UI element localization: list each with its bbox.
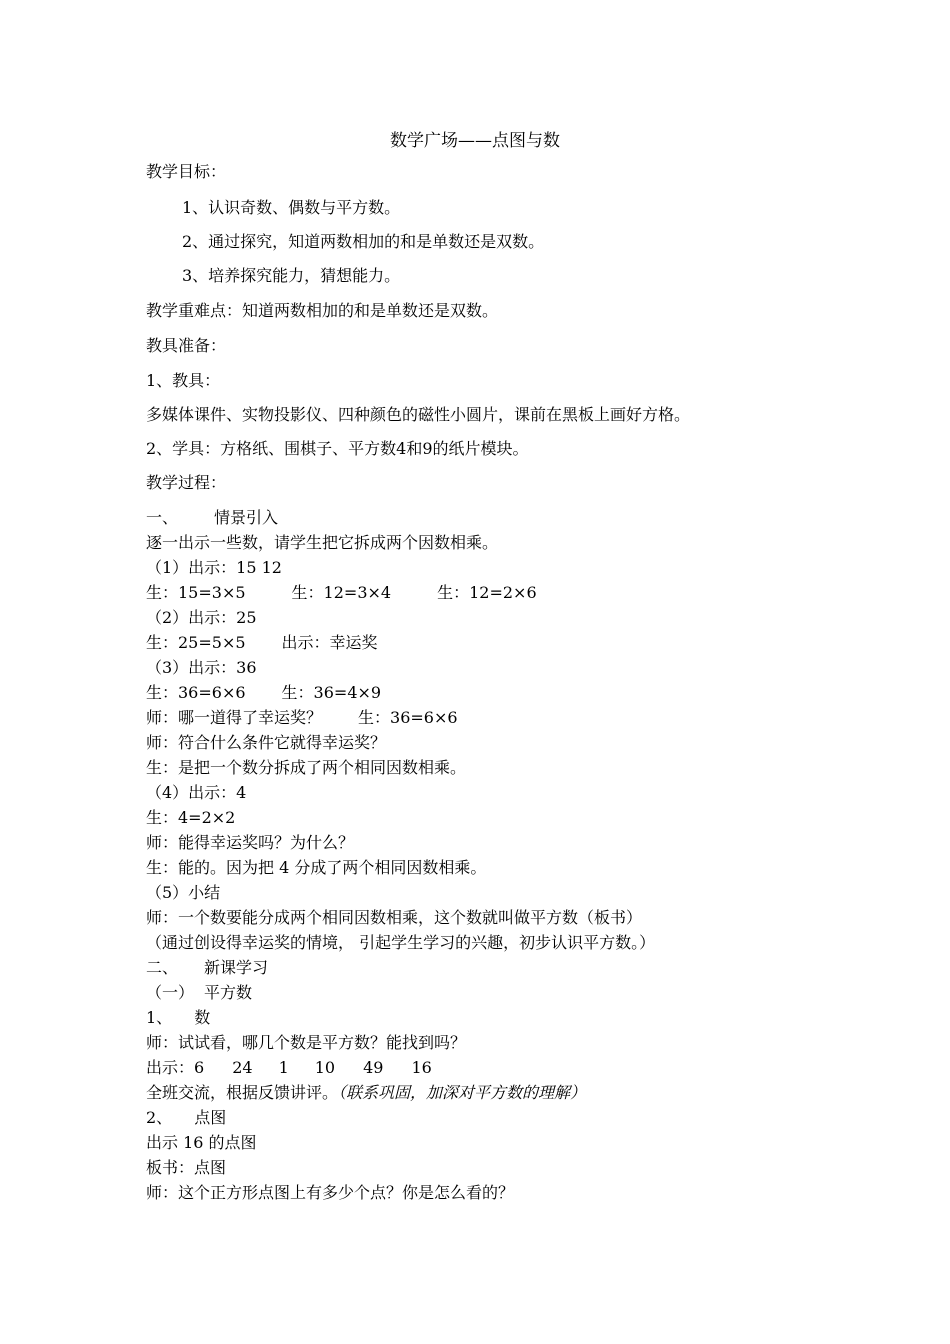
line-definition: 师：一个数要能分成两个相同因数相乘，这个数就叫做平方数（板书）	[146, 908, 643, 927]
line-question-1	[146, 708, 458, 728]
tools-heading: 教具准备：	[146, 336, 227, 355]
line-answers-3	[146, 683, 381, 703]
answer-1c: 生：12=2×6	[437, 583, 537, 602]
line-show-1: （1）出示：15 12	[146, 558, 282, 577]
goals-heading: 教学目标：	[146, 162, 227, 181]
line-answers-2	[146, 633, 378, 653]
subsection-a-heading	[146, 983, 252, 1003]
number-item: 24	[232, 1058, 253, 1077]
doc-title: 数学广场——点图与数	[390, 131, 560, 151]
point-1-title: 数	[194, 1008, 211, 1027]
line-board: 板书：点图	[146, 1158, 227, 1177]
line-question-2: 师：符合什么条件它就得幸运奖？	[146, 733, 387, 752]
answer-3a: 生：36=6×6	[146, 683, 246, 702]
goal-2: 2、通过探究，知道两数相加的和是单数还是双数。	[182, 232, 545, 251]
line-show-2: （2）出示：25	[146, 608, 257, 627]
line-show-4: （4）出示：4	[146, 783, 247, 802]
point-1-number: 1、	[146, 1008, 173, 1027]
number-item: 1	[278, 1058, 289, 1077]
answer-3b: 生：36=4×9	[281, 683, 382, 702]
section-2-number: 二、	[146, 958, 179, 977]
answer-1a: 生：15=3×5	[146, 583, 246, 602]
line-show-3: （3）出示：36	[146, 658, 257, 677]
student-answer-1: 生：36=6×6	[358, 708, 458, 727]
teacher-question-1: 师：哪一道得了幸运奖？	[146, 708, 323, 727]
line-question-3: 师：能得幸运奖吗？为什么？	[146, 833, 355, 852]
numbers-label: 出示：	[146, 1058, 195, 1077]
section-2-title: 新课学习	[204, 958, 269, 977]
line-note: （通过创设得幸运奖的情境， 引起学生学习的兴趣，初步认识平方数。）	[146, 933, 656, 952]
point-2-title: 点图	[194, 1108, 227, 1127]
number-item: 6	[194, 1058, 205, 1077]
answer-2b: 出示：幸运奖	[281, 633, 378, 652]
answer-2a: 生：25=5×5	[146, 633, 246, 652]
tools-1-body: 多媒体课件、实物投影仪、四种颜色的磁性小圆片，课前在黑板上画好方格。	[146, 405, 691, 424]
tools-1-heading: 1、教具：	[146, 371, 221, 390]
section-1-heading	[146, 508, 278, 528]
number-item: 49	[363, 1058, 384, 1077]
line-show-dots: 出示 16 的点图	[146, 1133, 257, 1152]
line-answers-1	[146, 583, 537, 603]
point-1-heading	[146, 1008, 210, 1028]
line-question-dots: 师：这个正方形点图上有多少个点？你是怎么看的？	[146, 1183, 515, 1202]
key-points: 教学重难点：知道两数相加的和是单数还是双数。	[146, 301, 499, 320]
line-answer-3: 生：能的。因为把 4 分成了两个相同因数相乘。	[146, 858, 487, 877]
tools-2: 2、学具：方格纸、围棋子、平方数4和9的纸片模块。	[146, 439, 529, 458]
section-2-heading	[146, 958, 268, 978]
point-2-heading	[146, 1108, 226, 1128]
line-try: 师：试试看，哪几个数是平方数？能找到吗？	[146, 1033, 467, 1052]
process-heading: 教学过程：	[146, 473, 227, 492]
goal-3: 3、培养探究能力，猜想能力。	[182, 266, 401, 285]
section-1-title: 情景引入	[214, 508, 279, 527]
intro-line: 逐一出示一些数，请学生把它拆成两个因数相乘。	[146, 533, 499, 552]
number-item: 10	[314, 1058, 336, 1077]
number-item: 16	[411, 1058, 432, 1077]
point-2-number: 2、	[146, 1108, 173, 1127]
subsection-a-title: 平方数	[204, 983, 253, 1002]
subsection-a-number: （一）	[146, 983, 195, 1002]
section-1-number: 一、	[146, 508, 179, 527]
line-numbers	[146, 1058, 432, 1078]
answer-1b: 生：12=3×4	[291, 583, 392, 602]
line-answer-2: 生：是把一个数分拆成了两个相同因数相乘。	[146, 758, 467, 777]
goal-1: 1、认识奇数、偶数与平方数。	[182, 198, 401, 217]
discussion-text: 全班交流，根据反馈讲评。	[146, 1083, 339, 1102]
line-discussion	[146, 1083, 586, 1103]
line-answer-4: 生：4=2×2	[146, 808, 236, 827]
line-summary: （5）小结	[146, 883, 221, 902]
discussion-note: （联系巩固，加深对平方数的理解）	[338, 1083, 587, 1102]
